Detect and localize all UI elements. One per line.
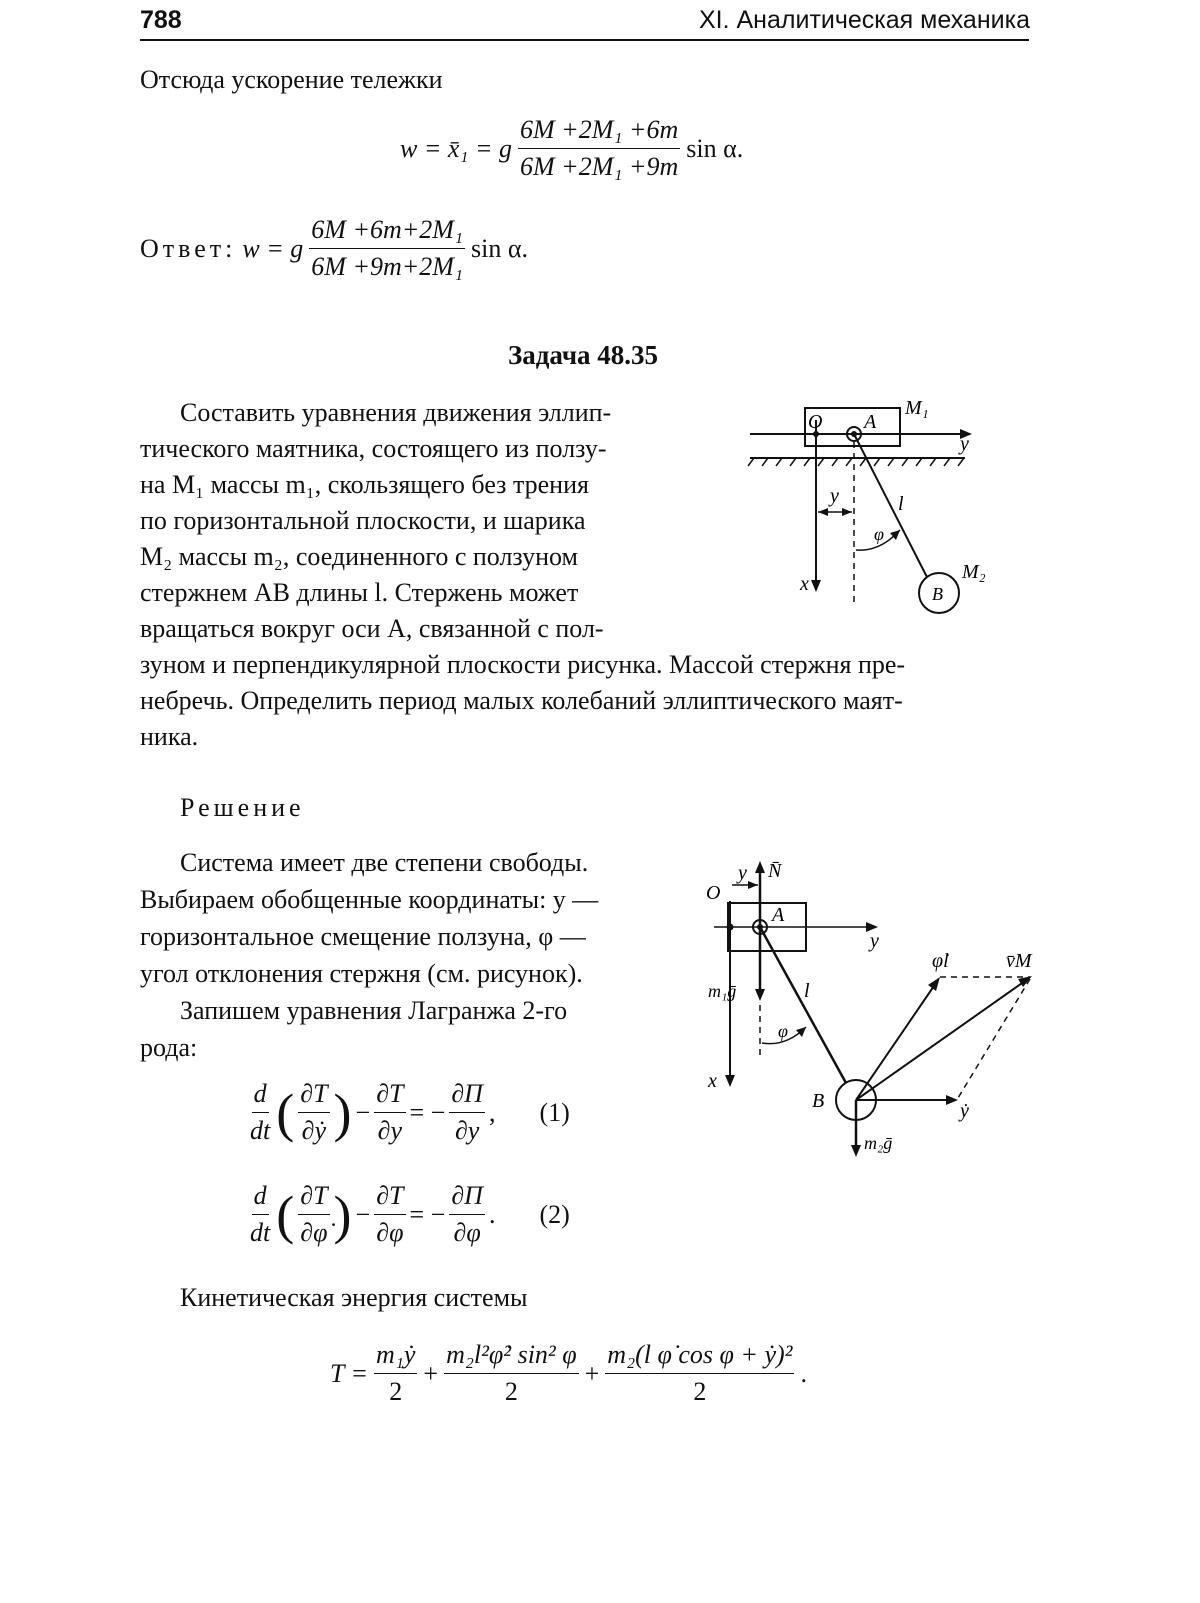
eq1-d-dt xyxy=(248,1076,272,1149)
ke-term2 xyxy=(444,1337,579,1410)
eq1-number: (1) xyxy=(539,1097,570,1127)
label-m1g: m₁ḡ xyxy=(708,981,737,1001)
label-x: x xyxy=(800,573,809,595)
velocity-phil xyxy=(856,983,936,1100)
header-rule xyxy=(140,39,1029,41)
problem-line: вращаться вокруг оси A, связанной с пол- xyxy=(140,614,604,643)
eq2-dT-dphi xyxy=(374,1178,405,1251)
ke-term3-den: 2 xyxy=(693,1377,707,1406)
ke-term2-den: 2 xyxy=(504,1377,518,1406)
figure-elliptic-pendulum xyxy=(740,390,1000,620)
answer-fraction xyxy=(309,212,465,285)
problem-title: Задача 48.35 xyxy=(508,340,659,370)
ke-term1-den: 2 xyxy=(389,1377,403,1406)
label-ydot: ẏ xyxy=(960,1100,969,1122)
label-phi: φ xyxy=(778,1021,788,1041)
problem-text-wide xyxy=(140,647,1040,755)
label-n: N̄ xyxy=(768,860,782,882)
problem-line: стержнем AB длины l. Стержень может xyxy=(140,578,579,607)
velocity-vm xyxy=(856,981,1025,1100)
label-y-axis: y xyxy=(870,930,879,952)
eq1-dT: ∂T xyxy=(298,1076,329,1113)
formula-w-denominator: 6M +2M₁ +9m xyxy=(520,152,679,181)
label-b: B xyxy=(812,1090,825,1112)
eq2-end: . xyxy=(488,1199,496,1229)
problem-line: ника. xyxy=(140,722,199,751)
eq2-equals: = − xyxy=(409,1199,446,1229)
answer-lhs: w = g xyxy=(242,233,304,263)
ke-lhs: T = xyxy=(330,1358,369,1388)
eq2-dP: ∂Π xyxy=(449,1178,485,1215)
label-m2g: m₂ḡ xyxy=(864,1133,893,1153)
label-x: x xyxy=(708,1070,717,1092)
eq2-dT2: ∂T xyxy=(374,1178,405,1215)
label-y-disp: y xyxy=(830,485,839,507)
formula-w-fraction xyxy=(518,112,680,185)
eq1-dydot: ∂ẏ xyxy=(301,1116,327,1145)
eq1-end: , xyxy=(488,1097,496,1127)
solution-line: рода: xyxy=(140,1033,198,1062)
solution-line: горизонтальное смещение ползуна, φ — xyxy=(140,922,586,951)
ke-term3 xyxy=(605,1337,794,1410)
lagrange-equation-1 xyxy=(248,1076,570,1149)
eq1-dT-dydot xyxy=(298,1076,329,1149)
eq1-rparen: ) xyxy=(333,1082,352,1143)
eq1-dP-dy xyxy=(449,1076,485,1149)
problem-text xyxy=(140,395,680,647)
x-arrow-head xyxy=(811,580,821,592)
answer-tail: sin α. xyxy=(471,233,528,263)
label-vm: v̄M xyxy=(1006,950,1032,972)
label-y: y xyxy=(960,433,969,455)
eq1-dy3: ∂y xyxy=(454,1116,480,1145)
eq2-rparen: ) xyxy=(333,1184,352,1245)
formula-w-lhs: w = x̄₁ = g xyxy=(400,133,513,163)
ke-plus2: + xyxy=(584,1358,600,1388)
section-title: XI. Аналитическая механика xyxy=(699,6,1030,34)
problem-line: зуном и перпендикулярной плоскости рисунка. Массой стержня пре- xyxy=(140,650,906,679)
formula-w-numerator: 6M +2M₁ +6m xyxy=(518,112,680,149)
eq2-minus: − xyxy=(355,1199,371,1229)
problem-line: по горизонтальной плоскости, и шарика xyxy=(140,506,586,535)
answer-numerator: 6M +6m+2M₁ xyxy=(309,212,465,249)
rod-ab xyxy=(854,434,930,583)
solution-heading: Решение xyxy=(180,793,305,822)
intro-line: Отсюда ускорение тележки xyxy=(140,65,443,94)
formula-w-tail: sin α. xyxy=(686,133,744,163)
solution-line: Запишем уравнения Лагранжа 2-го xyxy=(180,996,568,1025)
label-b: B xyxy=(932,584,943,604)
eq2-dT: ∂T xyxy=(298,1178,329,1215)
kinetic-energy-label: Кинетическая энергия системы xyxy=(180,1283,528,1312)
page-number: 788 xyxy=(140,6,182,34)
problem-line: на M₁ массы m₁, скользящего без трения xyxy=(140,470,589,499)
eq2-number: (2) xyxy=(539,1199,570,1229)
eq2-dt: dt xyxy=(250,1218,271,1247)
origin-point xyxy=(727,924,734,931)
label-o: O xyxy=(706,882,721,904)
eq1-dt: dt xyxy=(250,1116,271,1145)
eq1-d: d xyxy=(252,1076,269,1113)
eq2-lparen: ( xyxy=(276,1184,295,1245)
label-a: A xyxy=(772,904,785,926)
eq2-dP-dphi xyxy=(449,1178,485,1251)
solution-line: Система имеет две степени свободы. xyxy=(180,848,589,877)
ke-plus1: + xyxy=(423,1358,439,1388)
label-l: l xyxy=(898,493,904,515)
eq2-dphi: ∂φ xyxy=(376,1218,404,1247)
label-y-top: y xyxy=(738,862,747,884)
label-phil: φ̇l xyxy=(932,950,949,972)
ke-term2-num: m₂l²φ̇² sin² φ xyxy=(444,1337,579,1374)
eq1-dT-dy xyxy=(374,1076,405,1149)
eq1-dP: ∂Π xyxy=(449,1076,485,1113)
parallelogram-dash xyxy=(958,979,1030,1098)
label-m2: M₂ xyxy=(962,561,986,583)
problem-line: M₂ массы m₂, соединенного с ползуном xyxy=(140,542,579,571)
label-o: O xyxy=(808,411,823,433)
figure-forces-velocities xyxy=(700,855,1040,1165)
answer-label: Ответ: xyxy=(140,233,237,263)
eq1-dy: ∂y xyxy=(377,1116,403,1145)
eq1-minus: − xyxy=(355,1097,371,1127)
eq1-lparen: ( xyxy=(276,1082,295,1143)
ke-term1-num: m₁ẏ xyxy=(374,1337,417,1374)
problem-line: тического маятника, состоящего из ползу- xyxy=(140,434,607,463)
solution-line: Выбираем обобщенные координаты: y — xyxy=(140,885,599,914)
ke-term3-num: m₂(l φ̇ cos φ + ẏ)² xyxy=(605,1337,794,1374)
eq1-dT2: ∂T xyxy=(374,1076,405,1113)
eq2-d-dt xyxy=(248,1178,272,1251)
eq2-dT-dphidot xyxy=(298,1178,329,1251)
ke-end: . xyxy=(800,1358,807,1388)
label-phi: φ xyxy=(874,524,884,544)
lagrange-equation-2 xyxy=(248,1178,570,1251)
answer xyxy=(140,212,528,285)
eq2-dphidot: ∂φ̇ xyxy=(300,1218,328,1247)
solution-line: угол отклонения стержня (см. рисунок). xyxy=(140,959,583,988)
eq2-d: d xyxy=(252,1178,269,1215)
answer-denominator: 6M +9m+2M₁ xyxy=(311,252,464,281)
label-l: l xyxy=(804,980,810,1002)
eq2-dphi3: ∂φ xyxy=(453,1218,481,1247)
ke-term1 xyxy=(374,1337,417,1410)
formula-w xyxy=(400,112,743,185)
label-m1: M₁ xyxy=(905,397,929,419)
problem-line: Составить уравнения движения эллип- xyxy=(180,398,612,427)
solution-text xyxy=(140,844,685,1066)
kinetic-energy-formula xyxy=(330,1337,807,1410)
problem-line: небречь. Определить период малых колебаний эллиптического маят- xyxy=(140,686,903,715)
label-a: A xyxy=(864,411,877,433)
eq1-equals: = − xyxy=(409,1097,446,1127)
